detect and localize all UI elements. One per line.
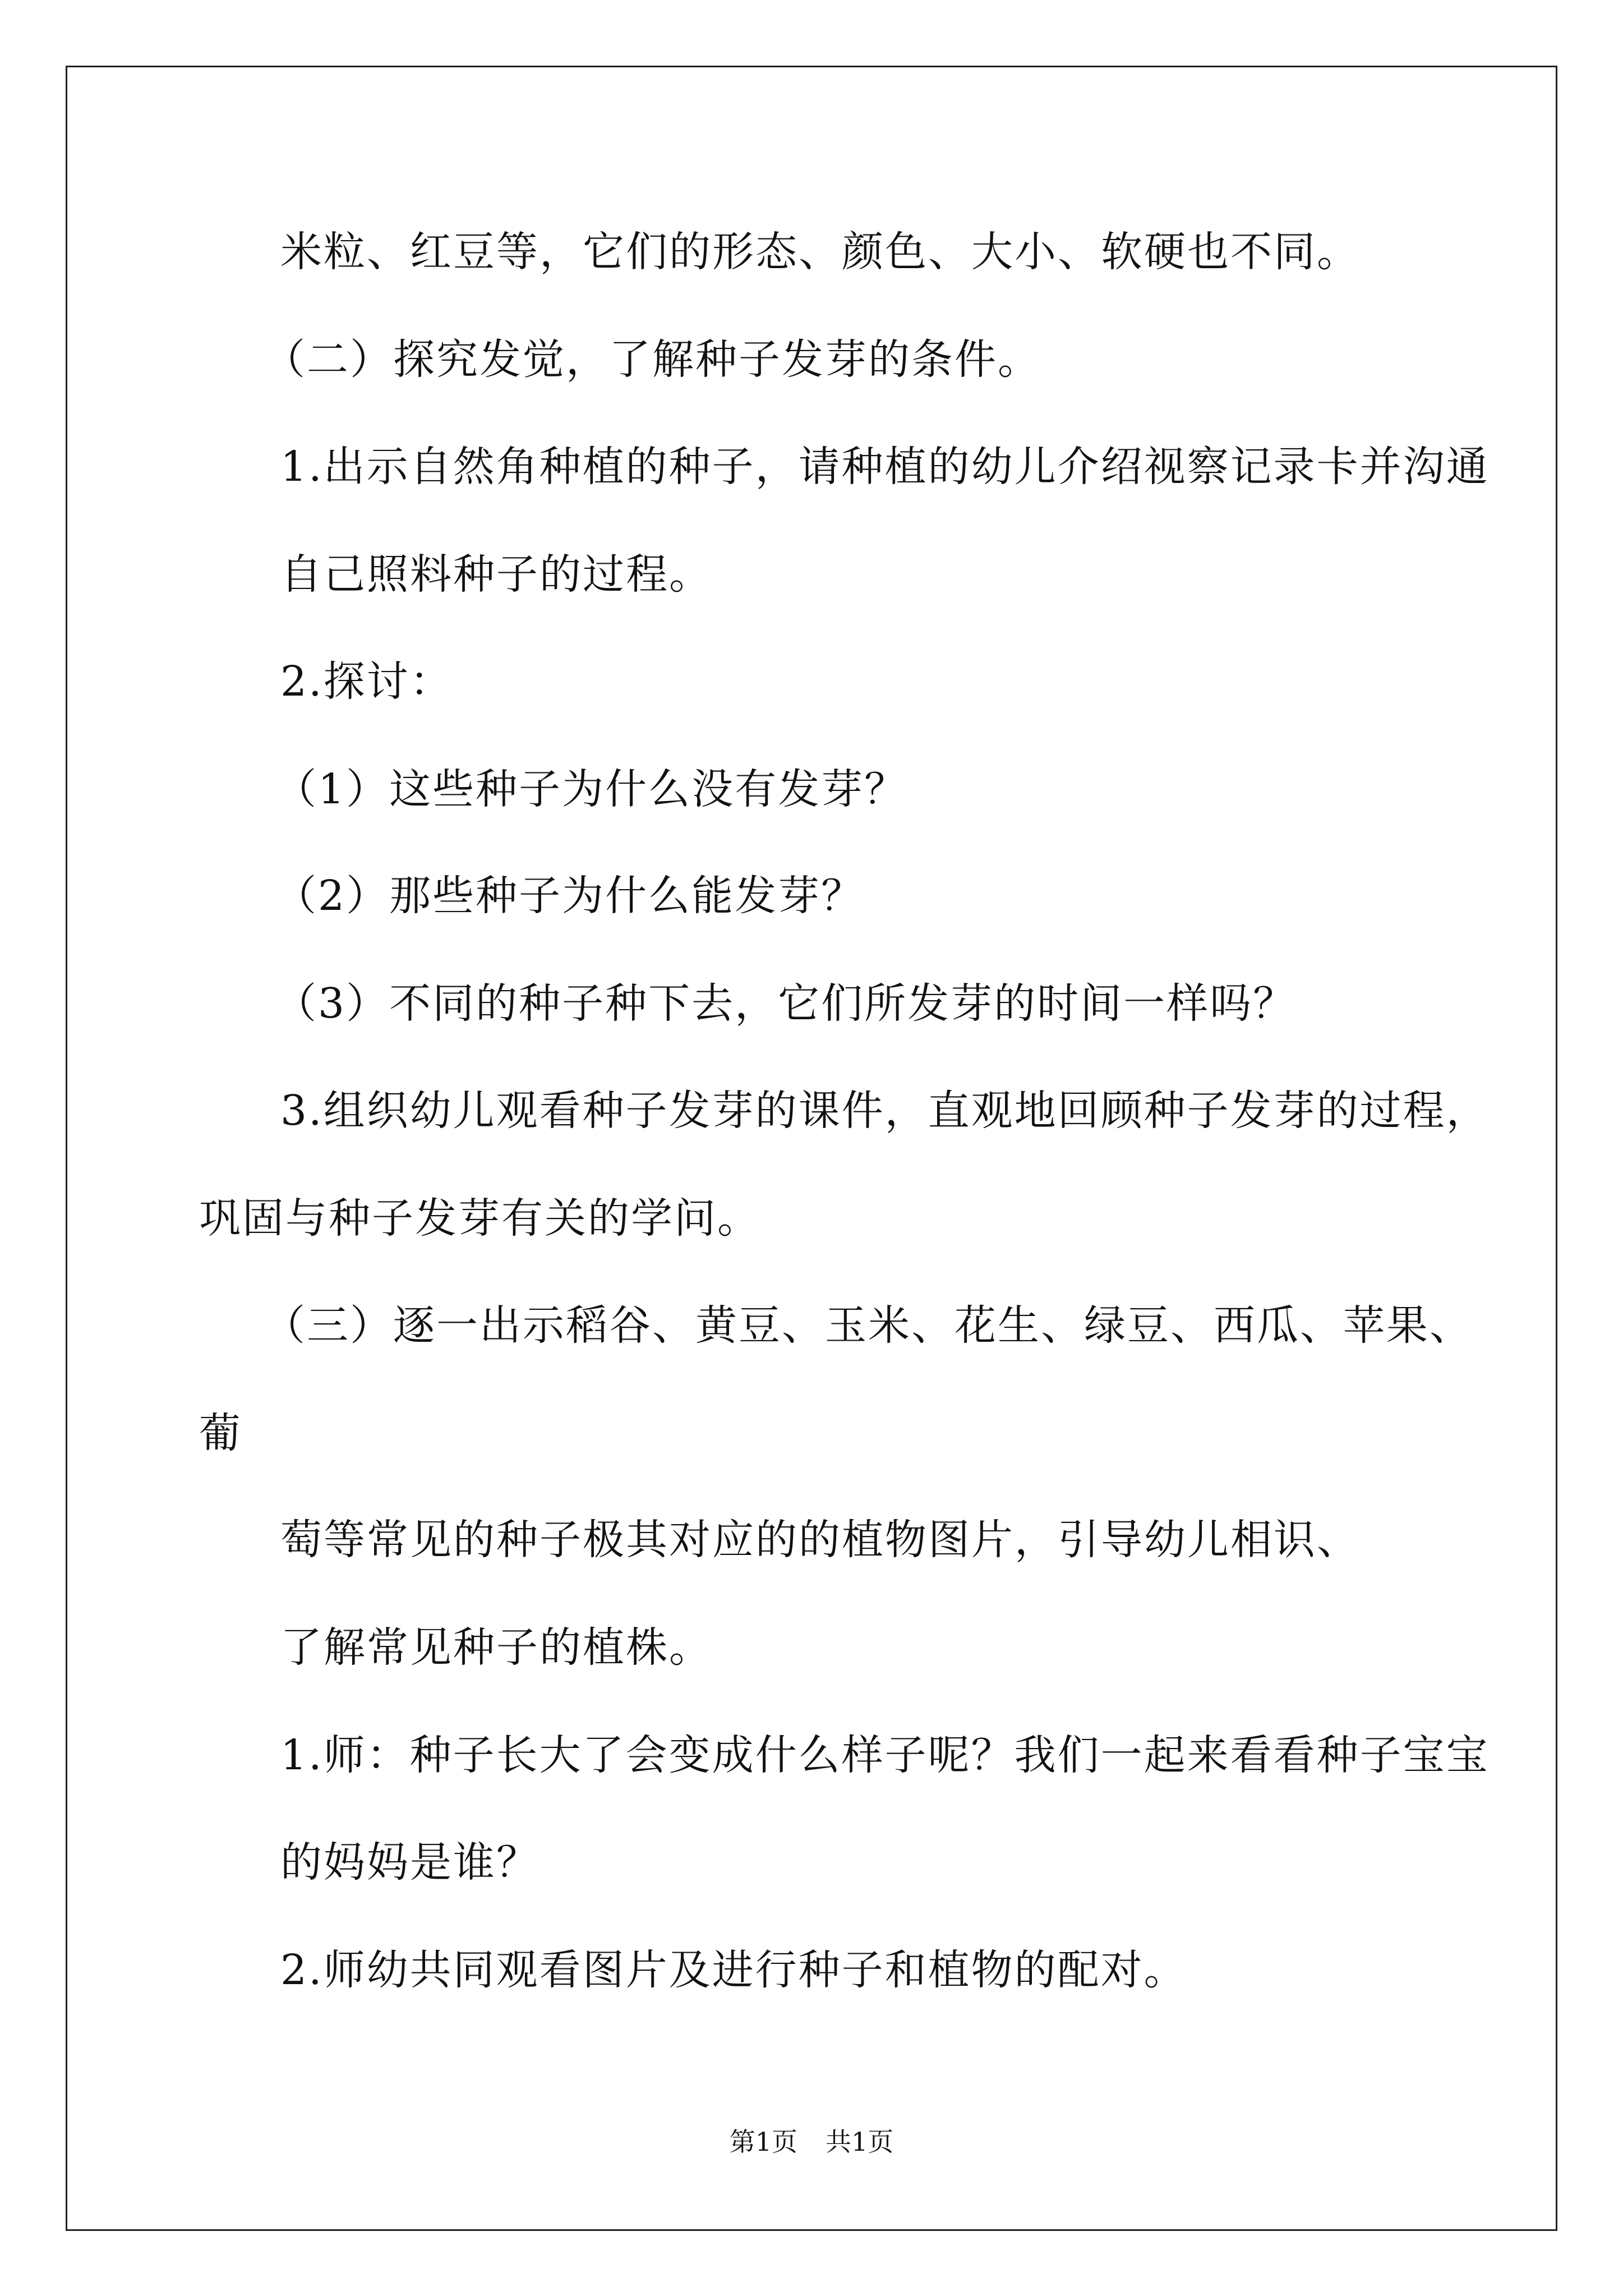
paragraph-line: 自己照料种子的过程。 <box>280 550 712 599</box>
page-border <box>66 66 1557 2231</box>
section-heading: （二）探究发觉，了解种子发芽的条件。 <box>264 335 1041 384</box>
page-number: 第1页 <box>729 2127 797 2157</box>
question-line: （1）这些种子为什么没有发芽？ <box>275 765 908 813</box>
paragraph-line: 萄等常见的种子极其对应的的植物图片，引导幼儿相识、 <box>280 1516 1360 1564</box>
question-line: （2）那些种子为什么能发芽？ <box>275 872 865 920</box>
paragraph-line: 巩固与种子发芽有关的学问。 <box>199 1194 760 1243</box>
page-footer <box>0 2129 1623 2155</box>
page-total: 共1页 <box>826 2127 894 2157</box>
paragraph-line: 葡 <box>199 1409 242 1457</box>
paragraph-line: 的妈妈是谁？ <box>280 1838 540 1887</box>
paragraph-line: 2.探讨： <box>280 657 453 706</box>
paragraph-line: 1.出示自然角种植的种子，请种植的幼儿介绍视察记录卡并沟通 <box>280 443 1490 491</box>
question-line: （3）不同的种子种下去，它们所发芽的时间一样吗？ <box>275 979 1297 1028</box>
paragraph-line: 3.组织幼儿观看种子发芽的课件，直观地回顾种子发芽的过程， <box>280 1087 1490 1135</box>
paragraph-line: 2.师幼共同观看图片及进行种子和植物的配对。 <box>280 1946 1187 1994</box>
paragraph-line: 米粒、红豆等，它们的形态、颜色、大小、软硬也不同。 <box>280 228 1360 276</box>
paragraph-line: 了解常见种子的植株。 <box>280 1623 712 1672</box>
paragraph-line: 1.师：种子长大了会变成什么样子呢？我们一起来看看种子宝宝 <box>280 1731 1490 1779</box>
section-heading: （三）逐一出示稻谷、黄豆、玉米、花生、绿豆、西瓜、苹果、 <box>264 1301 1473 1350</box>
